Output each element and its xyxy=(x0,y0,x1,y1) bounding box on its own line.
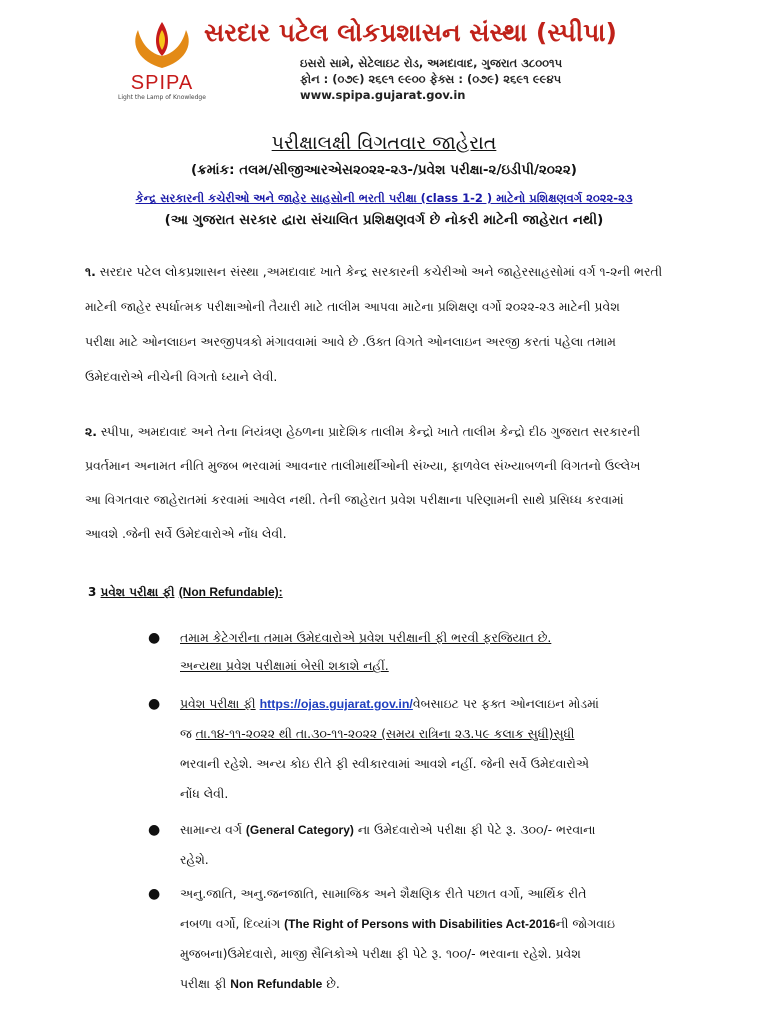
bullet-icon: ● xyxy=(148,822,161,838)
list-item-text: મુજબના)ઉમેદવારો, માજી સૈનિકોએ પરીક્ષા ફી પેટે રૂ. ૧૦૦/- ભરવાના રહેશે. પ્રવેશ xyxy=(180,946,581,961)
bullet-icon: ● xyxy=(148,696,161,712)
letterhead xyxy=(0,0,768,104)
list-item-text: અનુ.જાતિ, અનુ.જનજાતિ, સામાજિક અને શૈક્ષણિક રીતે પછાત વર્ગો, આર્થિક રીતે xyxy=(180,886,587,901)
website[interactable]: www.spipa.gujarat.gov.in xyxy=(300,88,466,102)
list-item-text xyxy=(180,726,574,742)
list-item-text xyxy=(180,916,615,932)
list-item-text: અન્યથા પ્રવેશ પરીક્ષામાં બેસી શકાશે નહીં. xyxy=(180,658,389,673)
section-number: 3 xyxy=(88,585,97,599)
paragraph-2-line xyxy=(85,424,640,440)
list-item-text-part: ની જોગવાઇ xyxy=(555,916,616,931)
course-subtitle: કેન્દ્ર સરકારની કચેરીઓ અને જાહેર સાહસોની ભરતી પરીક્ષા (class 1-2 ) માટેનો પ્રશિક્ષણવર્ગ ૨૦૨૨-૨૩ xyxy=(135,191,633,205)
fee-label: પ્રવેશ પરીક્ષા ફી xyxy=(180,696,256,711)
list-item-text-part: વેબસાઇટ પર ફક્ત ઓનલાઇન મોડમાં xyxy=(412,696,599,711)
non-refundable-label: Non Refundable xyxy=(230,977,323,991)
paragraph-text: સ્પીપા, અમદાવાદ અને તેના નિયંત્રણ હેઠળના પ્રાદેશિક તાલીમ કેન્દ્રો ખાતે તાલીમ કેન્દ્રો દીઠ ગુજરાત સરકારની xyxy=(96,424,641,439)
paragraph-1-line: પરીક્ષા માટે ઓનલાઇન અરજીપત્રકો મંગાવવામાં આવે છે .ઉક્ત વિગતે ઓનલાઇન અરજી કરતાં પહેલા તમામ xyxy=(85,334,616,349)
spipa-logo xyxy=(112,18,212,100)
section-3-heading xyxy=(88,585,283,600)
list-item-text-part: જ xyxy=(180,726,196,741)
section-label: પ્રવેશ પરીક્ષા ફી xyxy=(100,585,175,599)
paragraph-2-line: આ વિગતવાર જાહેરાતમાં કરવામાં આવેલ નથી. તેની જાહેરાત પ્રવેશ પરીક્ષાના પરિણામની સાથે પ્રસિધ્ધ કરવામાં xyxy=(85,492,624,507)
list-item-text-part: સામાન્ય વર્ગ xyxy=(180,822,246,837)
logo-text: SPIPA xyxy=(130,72,194,94)
paragraph-1-line: ઉમેદવારોએ નીચેની વિગતો ધ્યાને લેવી. xyxy=(85,369,278,384)
fee-date-range: તા.૧૪-૧૧-૨૦૨૨ થી તા.૩૦-૧૧-૨૦૨૨ (સમય રાત્રિના ૨૩.૫૯ કલાક સુધી)સુધી xyxy=(195,726,575,741)
organization-name: સરદાર પટેલ લોકપ્રશાસન સંસ્થા (સ્પીપા) xyxy=(204,18,617,47)
section-label-suffix: (Non Refundable): xyxy=(178,585,283,599)
list-item-text-part: ના ઉમેદવારોએ પરીક્ષા ફી પેટે રૂ. ૩૦૦/- ભરવાના xyxy=(353,822,596,837)
list-item-text-part: નબળા વર્ગો, દિવ્યાંગ xyxy=(180,916,285,931)
paragraph-2-line: આવશે .જેની સર્વે ઉમેદવારોએ નોંધ લેવી. xyxy=(85,526,287,541)
paragraph-number: ૨. xyxy=(85,424,97,439)
general-category-label: (General Category) xyxy=(245,823,354,837)
disclaimer-note: (આ ગુજરાત સરકાર દ્વારા સંચાલિત પ્રશિક્ષણવર્ગ છે નોકરી માટેની જાહેરાત નથી) xyxy=(164,212,604,228)
paragraph-1-line: માટેની જાહેર સ્પર્ધાત્મક પરીક્ષાઓની તૈયારી માટે તાલીમ આપવા માટેના પ્રશિક્ષણ વર્ગો ૨૦૨૨-૨૩ માટેની પ્રવેશ xyxy=(85,299,620,314)
list-item-text: ભરવાની રહેશે. અન્ય કોઇ રીતે ફી સ્વીકારવામાં આવશે નહીં. જેની સર્વે ઉમેદવારોએ xyxy=(180,756,589,771)
ojas-website-link[interactable]: https://ojas.gujarat.gov.in/ xyxy=(259,697,413,711)
phone-fax: ફોન : (૦૭૯) ૨૬૯૧ ૯૯૦૦ ફેક્સ : (૦૭૯) ૨૬૯૧ ૯૯૪૫ xyxy=(300,72,562,86)
paragraph-1-line xyxy=(85,264,662,280)
list-item-text-part: પરીક્ષા ફી xyxy=(180,976,231,991)
paragraph-text: સરદાર પટેલ લોકપ્રશાસન સંસ્થા ,અમદાવાદ ખાતે કેન્દ્ર સરકારની કચેરીઓ અને જાહેરસાહસોમાં વર્ગ ૧-૨ની ભરતી xyxy=(95,264,663,279)
bullet-icon: ● xyxy=(148,630,161,646)
list-item-text-part: છે. xyxy=(322,976,340,991)
bullet-icon: ● xyxy=(148,886,161,902)
notice-title: પરીક્ષાલક્ષી વિગતવાર જાહેરાત xyxy=(271,132,497,154)
paragraph-number: ૧. xyxy=(85,264,96,279)
disability-act-label: (The Right of Persons with Disabilities Act-2016 xyxy=(284,917,556,931)
list-item-text xyxy=(180,696,599,712)
notice-reference-number: (ક્રમાંક: તલમ/સીજીઆરએસ૨૦૨૨-૨૩-/પ્રવેશ પરીક્ષા-૨/ઇડીપી/૨૦૨૨) xyxy=(191,162,577,178)
list-item-text: નોંધ લેવી. xyxy=(180,786,229,801)
list-item-text xyxy=(180,822,595,838)
logo-tagline: Light the Lamp of Knowledge xyxy=(118,94,206,101)
list-item-text xyxy=(180,976,340,992)
list-item-text: તમામ કેટેગરીના તમામ ઉમેદવારોએ પ્રવેશ પરીક્ષાની ફી ભરવી ફરજિયાત છે. xyxy=(180,630,552,645)
lamp-flame-icon xyxy=(120,18,204,70)
list-item-text: રહેશે. xyxy=(180,852,209,867)
address: ઇસરો સામે, સેટેલાઇટ રોડ, અમદાવાદ, ગુજરાત ૩૮૦૦૧૫ xyxy=(300,56,563,70)
paragraph-2-line: પ્રવર્તમાન અનામત નીતિ મુજબ ભરવામાં આવનાર તાલીમાર્થીઓની સંખ્યા, ફાળવેલ સંખ્યાબળની વિગતનો ઉલ્લેખ xyxy=(85,458,641,473)
